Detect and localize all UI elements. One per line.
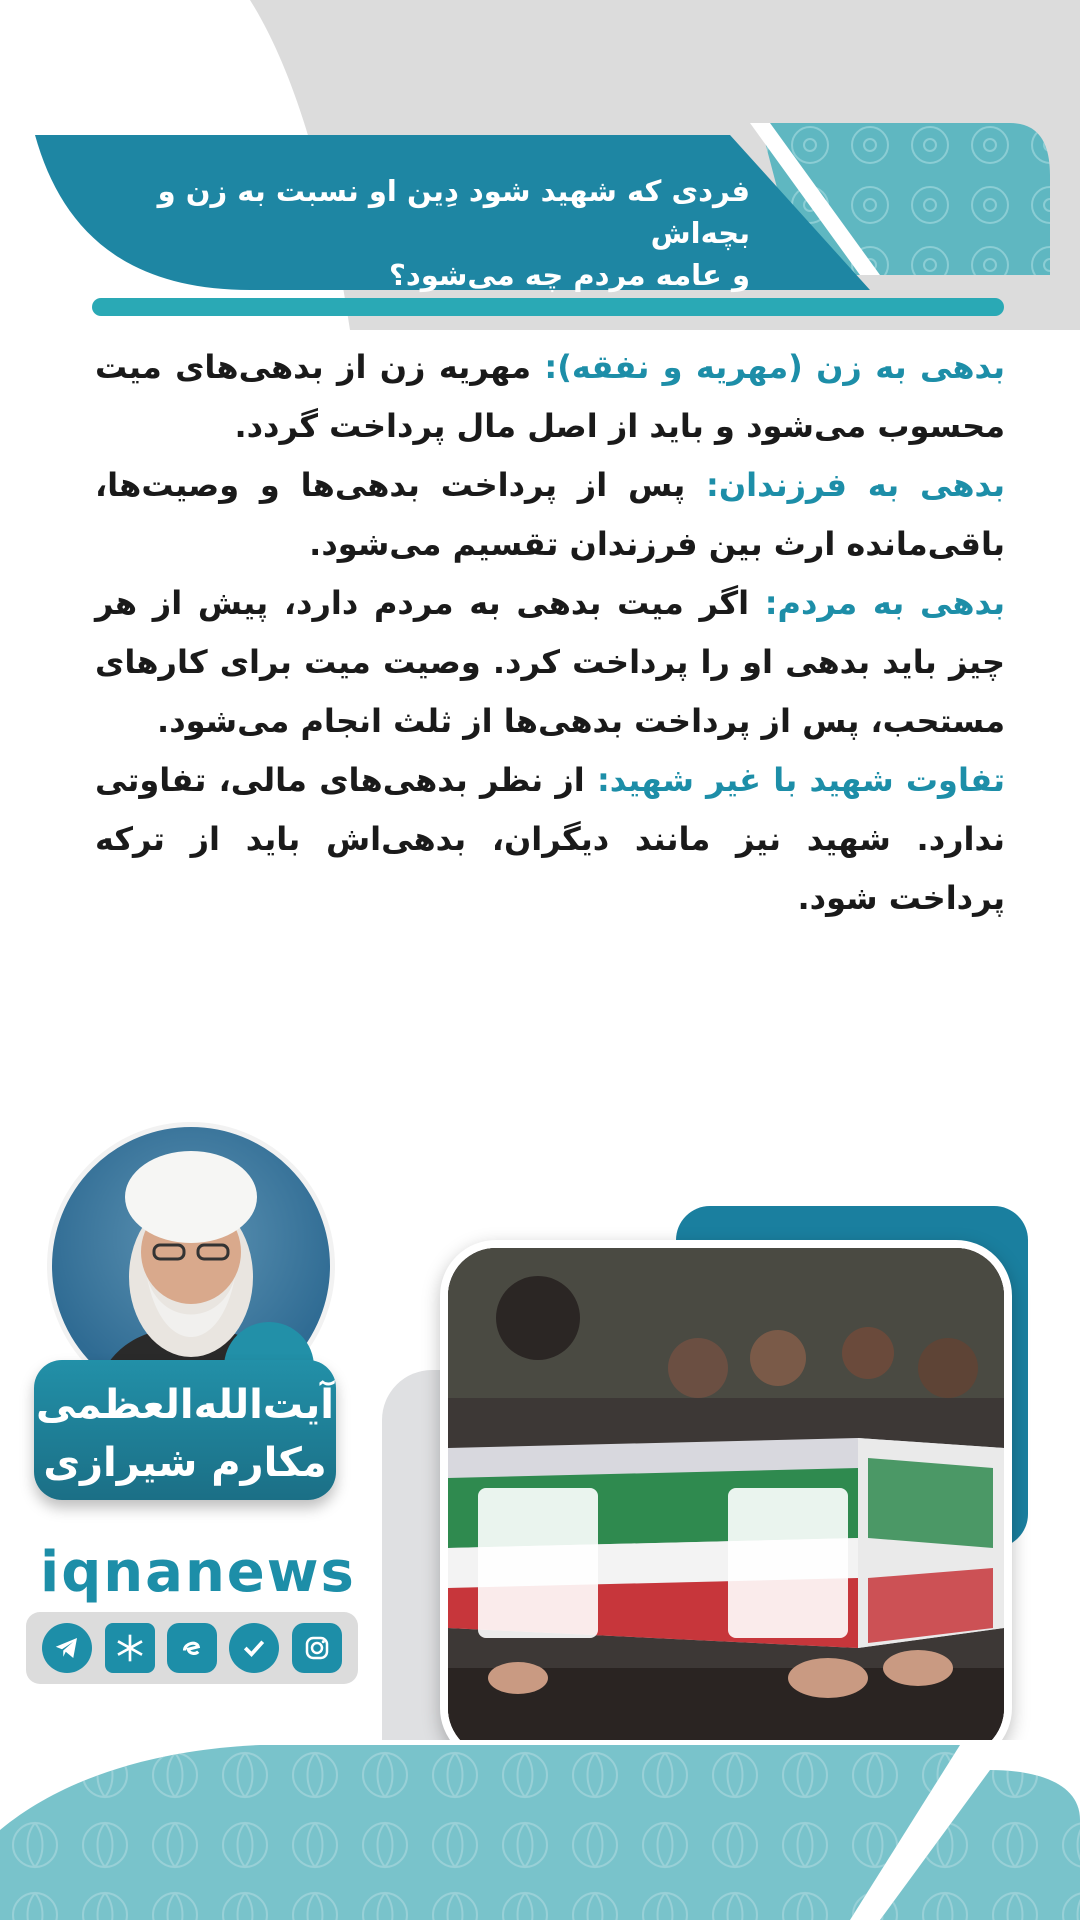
title-underline bbox=[92, 298, 1004, 316]
paragraph-people-debt bbox=[95, 574, 1005, 751]
keyword: تفاوت شهید با غیر شهید: bbox=[597, 761, 1006, 799]
funeral-photo-illustration bbox=[448, 1248, 1004, 1756]
scholar-title: آیت‌الله‌العظمی bbox=[36, 1382, 334, 1428]
paragraph-text: از نظر بدهی‌های مالی، تفاوتی ندارد. شهید نیز مانند دیگران، بدهی‌اش باید از ترکه پرداخت شود. bbox=[95, 761, 1005, 917]
snowflake-icon[interactable] bbox=[105, 1623, 155, 1673]
keyword: بدهی به زن (مهریه و نفقه): bbox=[544, 348, 1006, 386]
footer-band bbox=[0, 1740, 1080, 1920]
keyword: بدهی به مردم: bbox=[764, 584, 1006, 622]
article-body bbox=[95, 338, 1005, 928]
paragraph-text: مهریه زن از بدهی‌های میت محسوب می‌شود و باید از اصل مال پرداخت گردد. bbox=[95, 348, 1005, 445]
page-title bbox=[110, 170, 750, 296]
paragraph-text: پس از پرداخت بدهی‌ها و وصیت‌ها، باقی‌مانده ارث بین فرزندان تقسیم می‌شود. bbox=[95, 466, 1005, 563]
eitaa-icon[interactable] bbox=[167, 1623, 217, 1673]
paragraph-children-debt bbox=[95, 456, 1005, 574]
telegram-icon[interactable] bbox=[42, 1623, 92, 1673]
title-line-1: فردی که شهید شود دِین او نسبت به زن و بچه‌اش bbox=[157, 174, 750, 250]
social-links-bar bbox=[26, 1612, 358, 1684]
paragraph-wife-debt bbox=[95, 338, 1005, 456]
brand-logo-text: iqnanews bbox=[40, 1540, 356, 1605]
paragraph-martyr-difference bbox=[95, 751, 1005, 928]
scholar-name: مکارم شیرازی bbox=[43, 1440, 327, 1486]
title-line-2: و عامه مردم چه می‌شود؟ bbox=[389, 258, 750, 292]
funeral-photo bbox=[440, 1240, 1012, 1764]
keyword: بدهی به فرزندان: bbox=[706, 466, 1005, 504]
instagram-icon[interactable] bbox=[292, 1623, 342, 1673]
check-icon[interactable] bbox=[229, 1623, 279, 1673]
paragraph-text: اگر میت بدهی به مردم دارد، پیش از هر چیز باید بدهی او را پرداخت کرد. وصیت میت برای کارهای مستحب، پس از پرداخت بدهی‌ها از ثلث انجام می‌شود. bbox=[95, 584, 1005, 740]
